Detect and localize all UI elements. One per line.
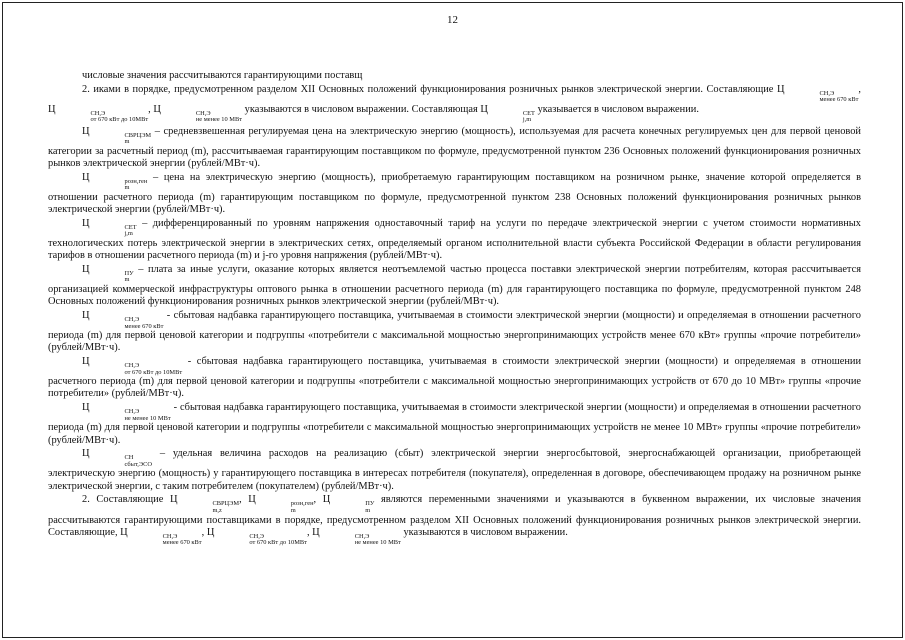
symbol-set: Ц СЕТ j,m xyxy=(82,217,137,238)
paragraph-top-line xyxy=(48,70,861,82)
item-2-text-a: иками в порядке, предусмотренном разделом XII Основных положений функционирования розничных рынков электрической энергии. Составляющие xyxy=(93,83,774,95)
symbol-final-not-less-10: Ц СН,Э не менее 10 МВт xyxy=(312,526,401,547)
symbol-markup-670-to-10: Ц СН,Э от 670 кВт до 10МВт xyxy=(48,103,149,124)
definition-less-670: Ц СН,Э менее 670 кВт - сбытовая надбавка гарантирующего поставщика, учитываемая в стоимости электрической энергии (мощности) и определяемая в отношении расчетного периода (m) для первой ценовой категории и подгруппы «потребители с максимальной мощностью энергопринимающих устройств менее 670 кВт» группы «прочие потребители» (рублей/МВт·ч). xyxy=(48,309,861,354)
definition-set: Ц СЕТ j,m – дифференцированный по уровням напряжения одноставочный тариф на услуги по передаче электрической энергии с учетом стоимости нормативных технологических потерь электрической энергии в электрических сетях, определяемый органом исполнительной власти субъекта Российской Федерации в области регулирования тарифов в отношении расчетного периода (m) и j-го уровня напряжения (рублей/МВт·ч). xyxy=(48,217,861,262)
symbol-less-670: Ц СН,Э менее 670 кВт xyxy=(82,309,164,330)
definition-pu: Ц ПУ m – плата за иные услуги, оказание которых является неотъемлемой частью процесса поставки электрической энергии потребителям, которая рассчитывается организацией коммерческой инфраструктуры оптового рынка в отношении расчетного периода (m) для гарантирующего поставщика по формуле, предусмотренной пунктом 248 Основных положений функционирования розничных рынков электрической энергии (рублей/МВт·ч). xyxy=(48,263,861,308)
symbol-svrcem-mz: Ц СВРЦЭМ m,z xyxy=(169,494,240,514)
final-item-number: 2. xyxy=(82,494,90,506)
symbol-rozn-gen-final: Ц розн,ген m xyxy=(248,494,314,514)
item-2-text-b: указываются в числовом выражении. Составляющая xyxy=(244,103,478,115)
definition-sbyt-eso: Ц СН сбыт,ЭСО – удельная величина расходов на реализацию (сбыт) электрической энергии энергосбытовой, энергоснабжающей организации, приобретающей электрическую энергию (мощность) у гарантирующего поставщика в интересах потребителя (покупателя), определенная в договоре, обеспечивающем продажу на розничном рынке электрической энергии, с таким потребителем (покупателем) (рублей/МВт·ч). xyxy=(48,448,861,492)
symbol-670-to-10: Ц СН,Э от 670 кВт до 10МВт xyxy=(82,356,183,376)
symbol-svrcem: Ц СВРЦЭМ m xyxy=(82,125,152,146)
document-body xyxy=(48,70,861,548)
top-line-text: числовые значения рассчитываются гарантирующими поставщ xyxy=(82,70,363,81)
item-2-number: 2. xyxy=(82,83,90,95)
symbol-markup-not-less-10: Ц СН,Э не менее 10 МВт xyxy=(153,103,243,124)
symbol-pu: Ц ПУ m xyxy=(82,263,134,284)
symbol-sbyt-eso: Ц СН сбыт,ЭСО xyxy=(82,448,152,468)
definition-not-less-10: Ц СН,Э не менее 10 МВт - сбытовая надбавка гарантирующего поставщика, учитываемая в стоимости электрической энергии (мощности) и определяемая в отношении расчетного периода (m) для первой ценовой категории и подгруппы «потребители с максимальной мощностью энергопринимающих устройств не менее 10 МВт» группы «прочие потребители» (рублей/МВт·ч). xyxy=(48,402,861,446)
definition-rozn-gen: Ц розн,ген m – цена на электрическую энергию (мощность), приобретаемую гарантирующим поставщиком на розничном рынке, значение которой определяется в отношении расчетного периода (m) гарантирующим поставщиком по формуле, предусмотренной пунктом 238 Основных положений функционирования розничных рынков электрической энергии (рублей/МВт·ч). xyxy=(48,171,861,216)
symbol-markup-less-670: Ц СН,Э менее 670 кВт xyxy=(776,83,859,104)
symbol-final-less-670: Ц СН,Э менее 670 кВт xyxy=(120,526,202,547)
symbol-tariff-set: Ц СЕТ j,m xyxy=(480,103,535,124)
page-number: 12 xyxy=(447,14,458,26)
item-2-text-c: указывается в числовом выражении. xyxy=(537,103,699,115)
symbol-final-670-to-10: Ц СН,Э от 670 кВт до 10МВт xyxy=(206,526,307,547)
definition-670-to-10: Ц СН,Э от 670 кВт до 10МВт - сбытовая надбавка гарантирующего поставщика, учитываемая в стоимости электрической энергии (мощности) и определяемая в отношении расчетного периода (m) для первой ценовой категории и подгруппы «потребители с максимальной мощностью энергопринимающих устройств от 670 до 10 МВт» группы «прочие потребители» (рублей/МВт·ч). xyxy=(48,356,861,400)
paragraph-final-item-2: 2. Составляющие Ц СВРЦЭМ m,z , Ц розн,ген m , Ц ПУ m являются переменными значениями и указываются в буквенном выражении, их числовые значения рассчитываются гарантирующими поставщиками в порядке, предусмотренном разделом XII Основных положений функционирования розничных рынков электрической энергии. Составляющие, Ц СН,Э менее 670 кВт , Ц СН,Э от 670 кВт до 10МВт , Ц СН,Э не менее 10 МВт указываются в числовом выражении. xyxy=(48,494,861,547)
paragraph-item-2: 2. иками в порядке, предусмотренном разделом XII Основных положений функционирования розничных рынков электрической энергии. Составляющие Ц СН,Э менее 670 кВт , Ц СН,Э от 670 кВт до 10МВт , Ц СН,Э не менее 10 МВт указываются в числовом выражении. Составляющая Ц СЕТ j,m указывается в числовом выражении. xyxy=(48,83,861,124)
definition-svrcem: Ц СВРЦЭМ m – средневзвешенная регулируемая цена на электрическую энергию (мощность), используемая для расчета конечных регулируемых цен для первой ценовой категории за расчетный период (m), рассчитываемая гарантирующим поставщиком по формуле, предусмотренной пунктом 236 Основных положений функционирования розничных рынков электрической энергии (рублей/МВт·ч). xyxy=(48,125,861,169)
symbol-pu-final: Ц ПУ m xyxy=(322,494,375,514)
symbol-not-less-10: Ц СН,Э не менее 10 МВт xyxy=(82,402,171,422)
symbol-rozn-gen: Ц розн,ген m xyxy=(82,171,148,192)
